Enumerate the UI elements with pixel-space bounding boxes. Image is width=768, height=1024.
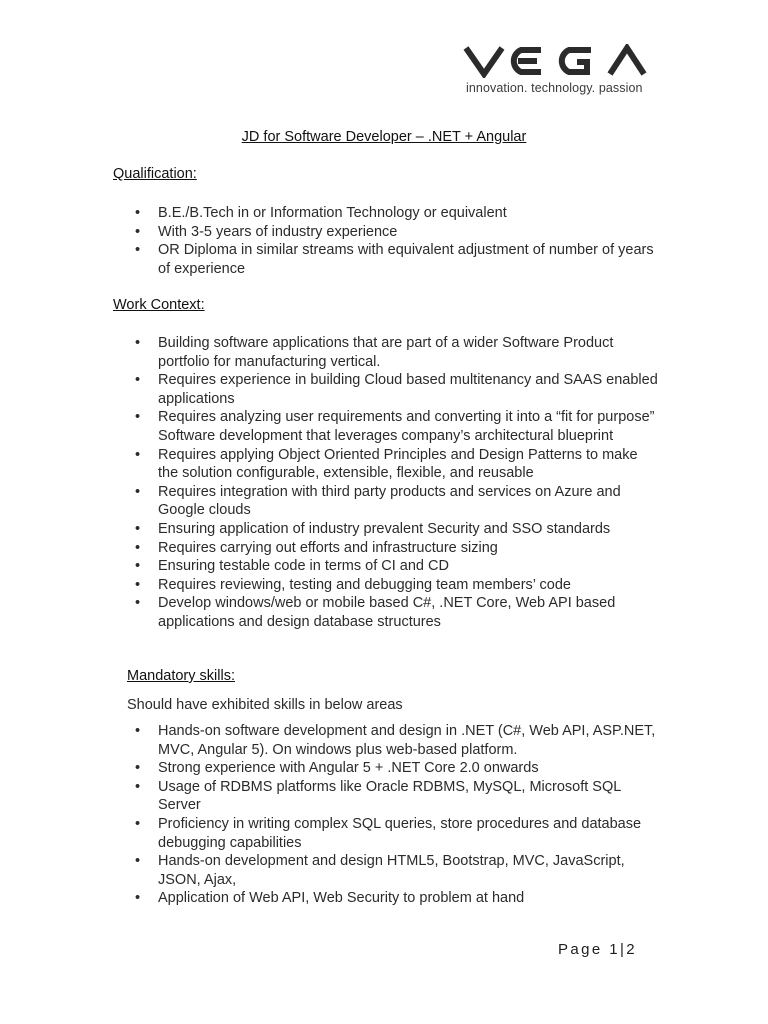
list-item: • Strong experience with Angular 5 + .NET Core 2.0 onwards (135, 759, 660, 778)
logo-tagline: innovation. technology. passion (466, 81, 643, 95)
list-item: • Requires reviewing, testing and debugging team members’ code (135, 576, 660, 595)
work-context-heading: Work Context: (113, 297, 205, 313)
mandatory-skills-intro: Should have exhibited skills in below areas (127, 697, 403, 713)
list-item: • B.E./B.Tech in or Information Technology or equivalent (135, 204, 660, 223)
list-item: • Application of Web API, Web Security to problem at hand (135, 889, 660, 908)
list-item: • Requires carrying out efforts and infrastructure sizing (135, 539, 660, 558)
mandatory-skills-heading: Mandatory skills: (127, 668, 235, 684)
list-item: • Proficiency in writing complex SQL queries, store procedures and database debugging capabilities (135, 815, 660, 852)
list-item: • Requires analyzing user requirements and converting it into a “fit for purpose” Software development that leverages company’s architectural blueprint (135, 408, 660, 445)
list-item: • Requires integration with third party products and services on Azure and Google clouds (135, 483, 660, 520)
list-item: • Develop windows/web or mobile based C#, .NET Core, Web API based applications and design database structures (135, 594, 660, 631)
qualification-list (135, 204, 660, 278)
list-item: • Ensuring testable code in terms of CI and CD (135, 557, 660, 576)
list-item: • Building software applications that are part of a wider Software Product portfolio for manufacturing vertical. (135, 334, 660, 371)
list-item: • Requires experience in building Cloud based multitenancy and SAAS enabled applications (135, 371, 660, 408)
page-number: Page 1|2 (558, 941, 637, 958)
list-item: • Ensuring application of industry prevalent Security and SSO standards (135, 520, 660, 539)
vega-logo (463, 44, 658, 100)
page-title: JD for Software Developer – .NET + Angular (241, 129, 527, 145)
work-context-list (135, 334, 660, 632)
list-item: • Hands-on software development and design in .NET (C#, Web API, ASP.NET, MVC, Angular 5). On windows plus web-based platform. (135, 722, 660, 759)
list-item: • OR Diploma in similar streams with equivalent adjustment of number of years of experience (135, 241, 660, 278)
list-item: • Hands-on development and design HTML5, Bootstrap, MVC, JavaScript, JSON, Ajax, (135, 852, 660, 889)
list-item: • With 3-5 years of industry experience (135, 223, 660, 242)
list-item: • Requires applying Object Oriented Principles and Design Patterns to make the solution configurable, extensible, flexible, and reusable (135, 446, 660, 483)
mandatory-skills-list (135, 722, 660, 908)
vega-wordmark-icon (463, 44, 655, 78)
qualification-heading: Qualification: (113, 166, 197, 182)
list-item: • Usage of RDBMS platforms like Oracle RDBMS, MySQL, Microsoft SQL Server (135, 778, 660, 815)
